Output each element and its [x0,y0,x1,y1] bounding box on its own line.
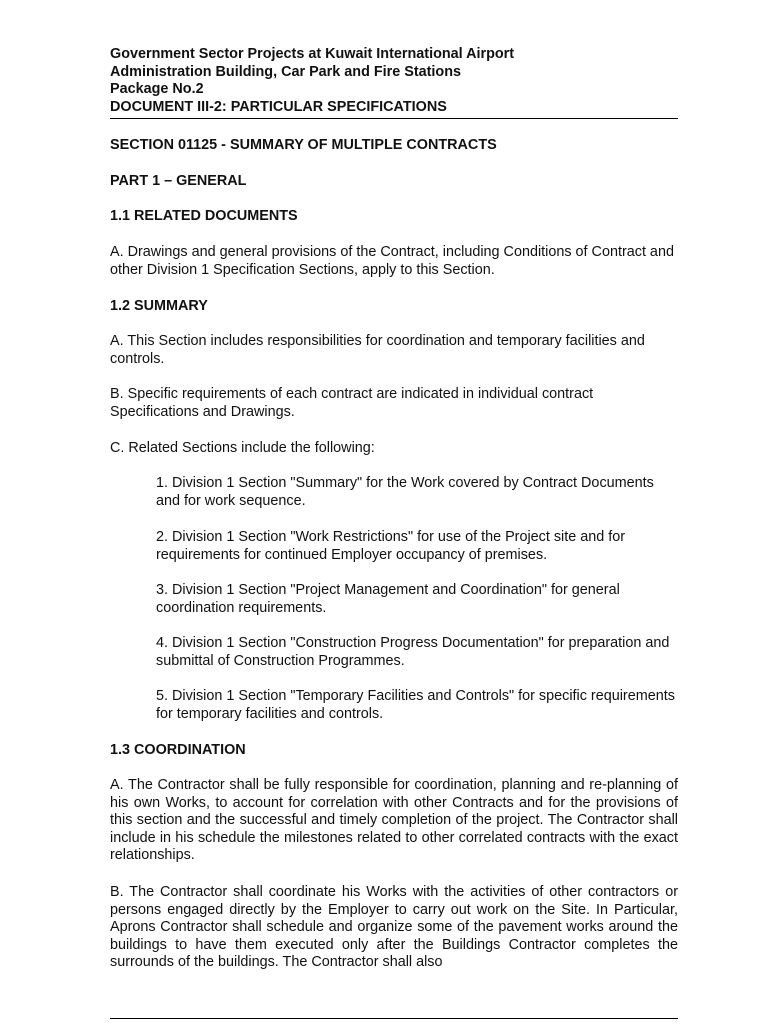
header-building-title: Administration Building, Car Park and Fire Stations [110,63,462,80]
heading-1-3: 1.3 COORDINATION [110,742,246,758]
document-page [110,0,678,1024]
header-package: Package No.2 [110,81,204,98]
paragraph-1-2-a: A. This Section includes responsibilities for coordination and temporary facilities and controls. [110,333,645,367]
footer-divider [110,1018,678,1019]
paragraph-1-1-a: A. Drawings and general provisions of the Contract, including Conditions of Contract and other Division 1 Specification Sections, apply to this Section. [110,244,674,278]
part-title: PART 1 – GENERAL [110,173,247,189]
header-document-title: DOCUMENT III-2: PARTICULAR SPECIFICATIONS [110,98,447,115]
list-item: 5. Division 1 Section "Temporary Facilities and Controls" for specific requirements for temporary facilities and controls. [156,688,675,722]
list-item: 4. Division 1 Section "Construction Progress Documentation" for preparation and submittal of Construction Programmes. [156,635,670,669]
paragraph-1-2-c: C. Related Sections include the following: [110,440,375,456]
paragraph-1-2-b: B. Specific requirements of each contract are indicated in individual contract Specifications and Drawings. [110,386,594,420]
list-item: 3. Division 1 Section "Project Management and Coordination" for general coordination requirements. [156,582,620,616]
list-item: 1. Division 1 Section "Summary" for the Work covered by Contract Documents and for work sequence. [156,475,654,509]
section-title: SECTION 01125 - SUMMARY OF MULTIPLE CONTRACTS [110,137,497,153]
paragraph-1-3-a: A. The Contractor shall be fully responsible for coordination, planning and re-planning of his own Works, to account for correlation with other Contracts and for the provisions of this section and the successful and timely completion of the project. The Contractor shall include in his schedule the milestones related to other correlated contracts with the exact relationships. [110,777,678,864]
paragraph-1-3-b: B. The Contractor shall coordinate his Works with the activities of other contractors or persons engaged directly by the Employer to carry out work on the Site. In Particular, Aprons Contractor shall schedule and organize some of the pavement works around the buildings to have them executed only after the Buildings Contractor completes the surrounds of the buildings. The Contractor shall also [110,884,678,971]
document-header [110,46,678,119]
header-project-title: Government Sector Projects at Kuwait International Airport [110,46,515,62]
heading-1-1: 1.1 RELATED DOCUMENTS [110,208,298,224]
heading-1-2: 1.2 SUMMARY [110,298,208,314]
list-item: 2. Division 1 Section "Work Restrictions" for use of the Project site and for requirements for continued Employer occupancy of premises. [156,529,626,563]
